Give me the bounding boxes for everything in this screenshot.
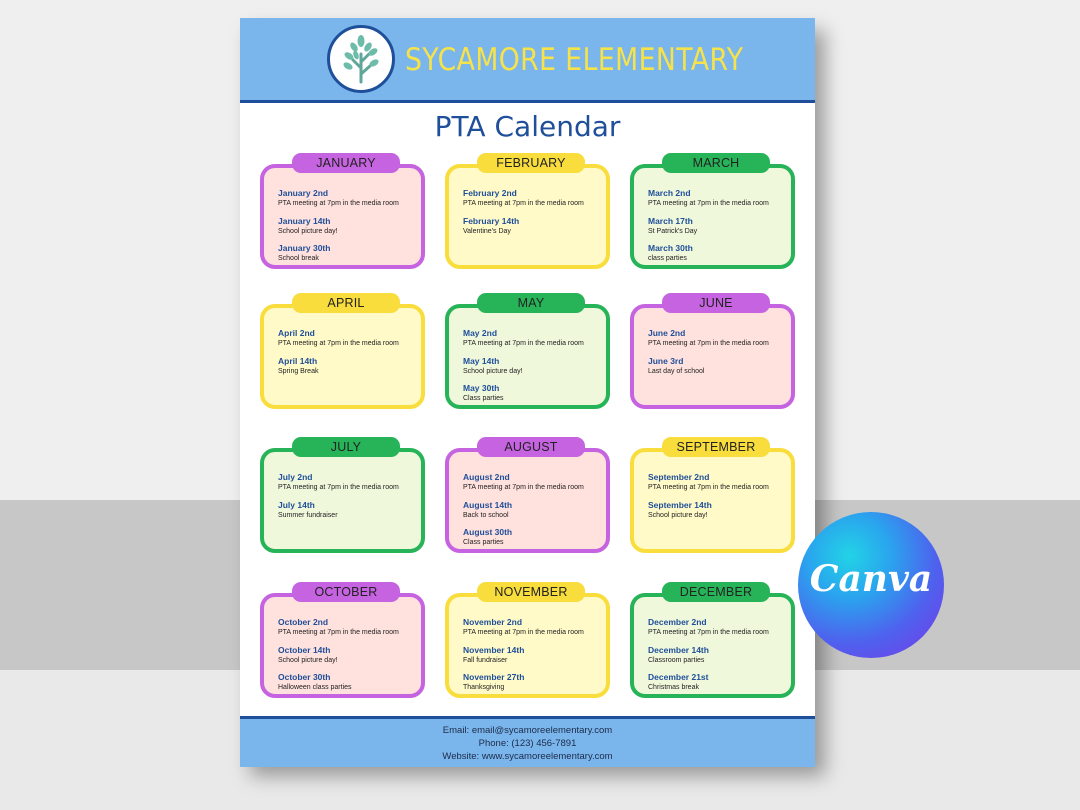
event-item [278,216,417,235]
event-date: February 2nd [463,188,517,198]
event-description: Classroom parties [648,657,705,664]
month-tab-march: MARCH [662,153,770,173]
event-description: PTA meeting at 7pm in the media room [463,200,584,207]
event-item [648,645,787,664]
event-item [278,672,417,691]
event-description: Class parties [463,395,504,402]
event-date: January 2nd [278,188,329,198]
month-card-december [630,593,795,698]
event-item [648,617,787,636]
event-description: PTA meeting at 7pm in the media room [463,629,584,636]
event-description: St Patrick's Day [648,228,698,235]
event-description: PTA meeting at 7pm in the media room [648,629,769,636]
event-item [278,645,417,664]
event-date: January 14th [278,216,331,226]
event-item [648,356,787,375]
event-date: September 2nd [648,472,710,482]
event-description: Fall fundraiser [463,657,508,664]
event-date: April 14th [278,356,318,366]
month-card-april [260,304,425,409]
event-date: May 30th [463,383,500,393]
event-item [278,328,417,347]
event-item [278,356,417,375]
event-item [463,328,602,347]
event-date: August 14th [463,500,513,510]
event-item [463,188,602,207]
event-item [648,672,787,691]
month-tab-february: FEBRUARY [477,153,585,173]
event-description: PTA meeting at 7pm in the media room [463,340,584,347]
month-card-july [260,448,425,553]
event-item [648,188,787,207]
event-date: July 14th [278,500,315,510]
month-card-january [260,164,425,269]
event-item [278,188,417,207]
event-description: Last day of school [648,368,705,375]
month-tab-may: MAY [477,293,585,313]
month-tab-november: NOVEMBER [477,582,585,602]
event-date: November 14th [463,645,525,655]
month-card-september [630,448,795,553]
event-date: July 2nd [278,472,313,482]
footer-website: Website: www.sycamoreelementary.com [442,751,613,762]
event-item [463,645,602,664]
school-logo [327,25,395,93]
month-tab-april: APRIL [292,293,400,313]
event-description: Thanksgiving [463,684,505,691]
event-date: December 14th [648,645,709,655]
event-item [463,672,602,691]
event-description: Spring Break [278,368,319,375]
month-tab-january: JANUARY [292,153,400,173]
month-tab-july: JULY [292,437,400,457]
month-tab-august: AUGUST [477,437,585,457]
event-description: PTA meeting at 7pm in the media room [278,484,399,491]
event-description: PTA meeting at 7pm in the media room [463,484,584,491]
tree-icon [330,28,392,90]
month-card-november [445,593,610,698]
event-item [463,383,602,402]
event-date: October 14th [278,645,331,655]
event-item [648,500,787,519]
event-item [648,328,787,347]
event-date: June 2nd [648,328,686,338]
event-date: June 3rd [648,356,684,366]
event-item [278,500,417,519]
event-item [463,617,602,636]
calendar-sheet [240,18,815,764]
month-card-june [630,304,795,409]
event-item [463,216,602,235]
event-description: Halloween class parties [278,684,352,691]
event-date: November 2nd [463,617,523,627]
event-date: April 2nd [278,328,315,338]
event-description: PTA meeting at 7pm in the media room [648,484,769,491]
event-date: May 2nd [463,328,498,338]
event-description: Class parties [463,539,504,546]
event-description: PTA meeting at 7pm in the media room [648,340,769,347]
event-item [648,243,787,262]
event-description: PTA meeting at 7pm in the media room [278,340,399,347]
month-tab-december: DECEMBER [662,582,770,602]
event-description: Valentine's Day [463,228,511,235]
canva-logo-text: Canva [809,558,933,600]
school-name: SYCAMORE ELEMENTARY [405,42,744,78]
event-item [463,472,602,491]
event-item [648,216,787,235]
event-item [278,243,417,262]
event-description: Christmas break [648,684,699,691]
canva-logo-badge [798,512,944,658]
event-description: Back to school [463,512,509,519]
event-date: January 30th [278,243,331,253]
event-date: November 27th [463,672,525,682]
event-item [648,472,787,491]
event-item [463,527,602,546]
event-date: March 2nd [648,188,691,198]
event-date: March 17th [648,216,693,226]
month-tab-june: JUNE [662,293,770,313]
event-date: May 14th [463,356,500,366]
event-date: August 30th [463,527,513,537]
sheet-header [240,18,815,103]
event-date: September 14th [648,500,712,510]
event-description: PTA meeting at 7pm in the media room [648,200,769,207]
event-description: Summer fundraiser [278,512,338,519]
event-description: School picture day! [648,512,708,519]
month-tab-october: OCTOBER [292,582,400,602]
event-description: School break [278,255,319,262]
page-title: PTA Calendar [434,110,621,143]
event-description: School picture day! [463,368,523,375]
sheet-footer [240,716,815,767]
event-item [463,500,602,519]
event-description: School picture day! [278,228,338,235]
event-date: December 21st [648,672,709,682]
event-description: PTA meeting at 7pm in the media room [278,629,399,636]
month-card-may [445,304,610,409]
event-date: August 2nd [463,472,510,482]
month-card-august [445,448,610,553]
footer-phone: Phone: (123) 456-7891 [478,738,577,749]
event-date: October 30th [278,672,331,682]
event-date: December 2nd [648,617,707,627]
event-item [278,472,417,491]
month-card-february [445,164,610,269]
event-item [463,356,602,375]
month-card-march [630,164,795,269]
event-description: School picture day! [278,657,338,664]
month-tab-september: SEPTEMBER [662,437,770,457]
event-date: February 14th [463,216,520,226]
event-description: PTA meeting at 7pm in the media room [278,200,399,207]
event-description: class parties [648,255,687,262]
footer-email: Email: email@sycamoreelementary.com [442,725,613,736]
event-date: March 30th [648,243,693,253]
month-card-october [260,593,425,698]
event-item [278,617,417,636]
event-date: October 2nd [278,617,329,627]
